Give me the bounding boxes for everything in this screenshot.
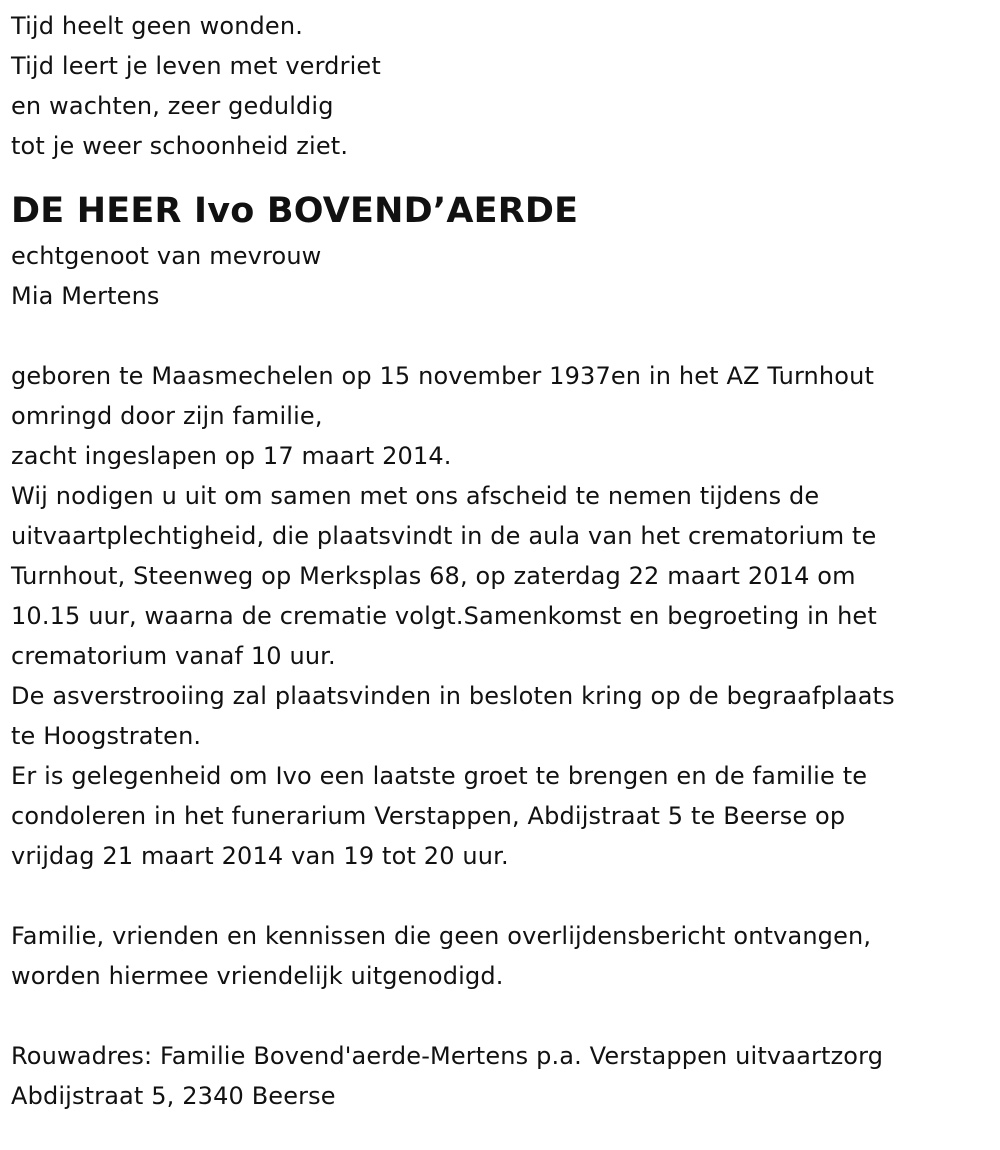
- body-line: De asverstrooiing zal plaatsvinden in besloten kring op de begraafplaats: [11, 682, 895, 710]
- invitation: [11, 916, 986, 996]
- body-line: Wij nodigen u uit om samen met ons afscheid te nemen tijdens de: [11, 482, 820, 510]
- body-line: 10.15 uur, waarna de crematie volgt.Samenkomst en begroeting in het: [11, 602, 877, 630]
- address-line: Abdijstraat 5, 2340 Beerse: [11, 1082, 336, 1110]
- address-line: Rouwadres: Familie Bovend'aerde-Mertens p.a. Verstappen uitvaartzorg: [11, 1042, 884, 1070]
- poem: [11, 6, 986, 166]
- invitation-line: worden hiermee vriendelijk uitgenodigd.: [11, 962, 504, 990]
- poem-line: Tijd leert je leven met verdriet: [11, 52, 381, 80]
- body-line: crematorium vanaf 10 uur.: [11, 642, 336, 670]
- poem-line: tot je weer schoonheid ziet.: [11, 132, 349, 160]
- mourning-address: [11, 1036, 986, 1116]
- invitation-line: Familie, vrienden en kennissen die geen overlijdensbericht ontvangen,: [11, 922, 872, 950]
- body-line: Turnhout, Steenweg op Merksplas 68, op zaterdag 22 maart 2014 om: [11, 562, 856, 590]
- body-line: te Hoogstraten.: [11, 722, 202, 750]
- body-line: geboren te Maasmechelen op 15 november 1937en in het AZ Turnhout: [11, 362, 875, 390]
- poem-line: en wachten, zeer geduldig: [11, 92, 334, 120]
- spacer: [11, 996, 986, 1036]
- relation-line: echtgenoot van mevrouw: [11, 242, 322, 270]
- relation: [11, 236, 986, 316]
- spacer: [11, 876, 986, 916]
- spacer: [11, 316, 986, 356]
- body-line: uitvaartplechtigheid, die plaatsvindt in de aula van het crematorium te: [11, 522, 877, 550]
- body-line: zacht ingeslapen op 17 maart 2014.: [11, 442, 452, 470]
- announcement-body: [11, 356, 986, 876]
- poem-line: Tijd heelt geen wonden.: [11, 12, 303, 40]
- deceased-name: DE HEER Ivo BOVEND’AERDE: [11, 191, 579, 231]
- body-line: vrijdag 21 maart 2014 van 19 tot 20 uur.: [11, 842, 509, 870]
- body-line: omringd door zijn familie,: [11, 402, 323, 430]
- obituary-notice: [11, 6, 986, 1116]
- body-line: Er is gelegenheid om Ivo een laatste groet te brengen en de familie te: [11, 762, 868, 790]
- body-line: condoleren in het funerarium Verstappen, Abdijstraat 5 te Beerse op: [11, 802, 846, 830]
- relation-line: Mia Mertens: [11, 282, 160, 310]
